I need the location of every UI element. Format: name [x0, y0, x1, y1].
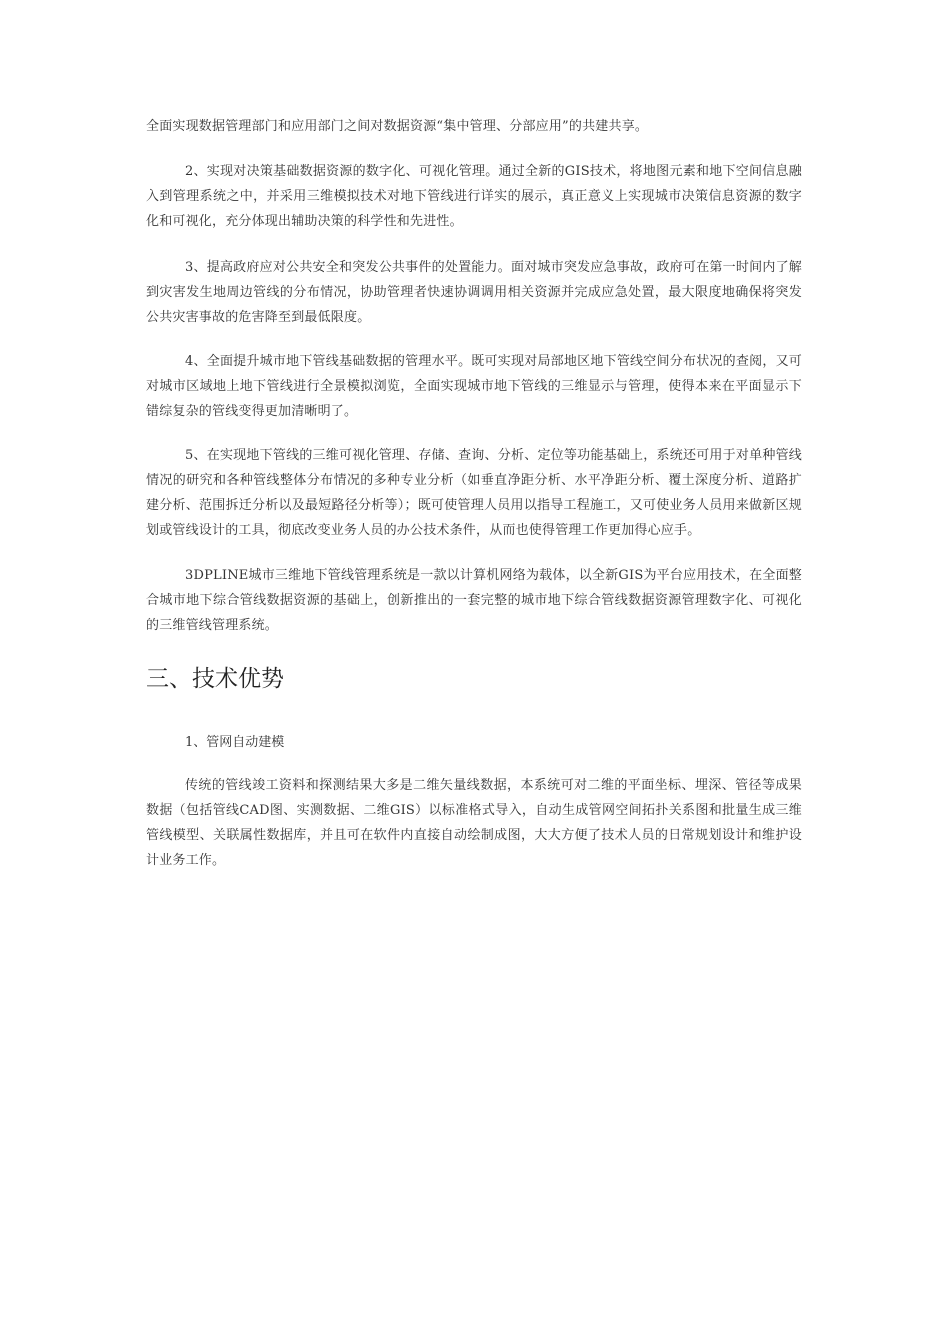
paragraph-point-3: 3、提高政府应对公共安全和突发公共事件的处置能力。面对城市突发应急事故，政府可在第一时间内了解到灾害发生地周边管线的分布情况，协助管理者快速协调调用相关资源并完成应急处置，最大限度地确保将突发公共灾害事故的危害降至到最低限度。 — [146, 260, 802, 325]
subsection-heading: 1、管网自动建模 — [185, 735, 285, 750]
paragraph-shared-construction: 全面实现数据管理部门和应用部门之间对数据资源“集中管理、分部应用”的共建共享。 — [146, 119, 649, 134]
section-heading: 三、技术优势 — [146, 666, 284, 692]
paragraph-auto-modeling: 传统的管线竣工资料和探测结果大多是二维矢量线数据，本系统可对二维的平面坐标、埋深、管径等成果数据（包括管线CAD图、实测数据、二维GIS）以标准格式导入，自动生成管网空间拓扑关系图和批量生成三维管线模型、关联属性数据库，并且可在软件内直接自动绘制成图，大大方便了技术人员的日常规划设计和维护设计业务工作。 — [146, 778, 802, 868]
paragraph-point-4: 4、全面提升城市地下管线基础数据的管理水平。既可实现对局部地区地下管线空间分布状况的查阅，又可对城市区域地上地下管线进行全景模拟浏览，全面实现城市地下管线的三维显示与管理，使得本来在平面显示下错综复杂的管线变得更加清晰明了。 — [146, 354, 802, 419]
paragraph-point-5: 5、在实现地下管线的三维可视化管理、存储、查询、分析、定位等功能基础上，系统还可用于对单种管线情况的研究和各种管线整体分布情况的多种专业分析（如垂直净距分析、水平净距分析、覆土深度分析、道路扩建分析、范围拆迁分析以及最短路径分析等）；既可使管理人员用以指导工程施工，又可使业务人员用来做新区规划或管线设计的工具，彻底改变业务人员的办公技术条件，从而也使得管理工作更加得心应手。 — [146, 448, 802, 538]
paragraph-point-2: 2、实现对决策基础数据资源的数字化、可视化管理。通过全新的GIS技术，将地图元素和地下空间信息融入到管理系统之中，并采用三维模拟技术对地下管线进行详实的展示，真正意义上实现城市决策信息资源的数字化和可视化，充分体现出辅助决策的科学性和先进性。 — [146, 164, 802, 229]
paragraph-system-intro: 3DPLINE城市三维地下管线管理系统是一款以计算机网络为载体，以全新GIS为平台应用技术，在全面整合城市地下综合管线数据资源的基础上，创新推出的一套完整的城市地下综合管线数据资源管理数字化、可视化的三维管线管理系统。 — [146, 568, 802, 633]
